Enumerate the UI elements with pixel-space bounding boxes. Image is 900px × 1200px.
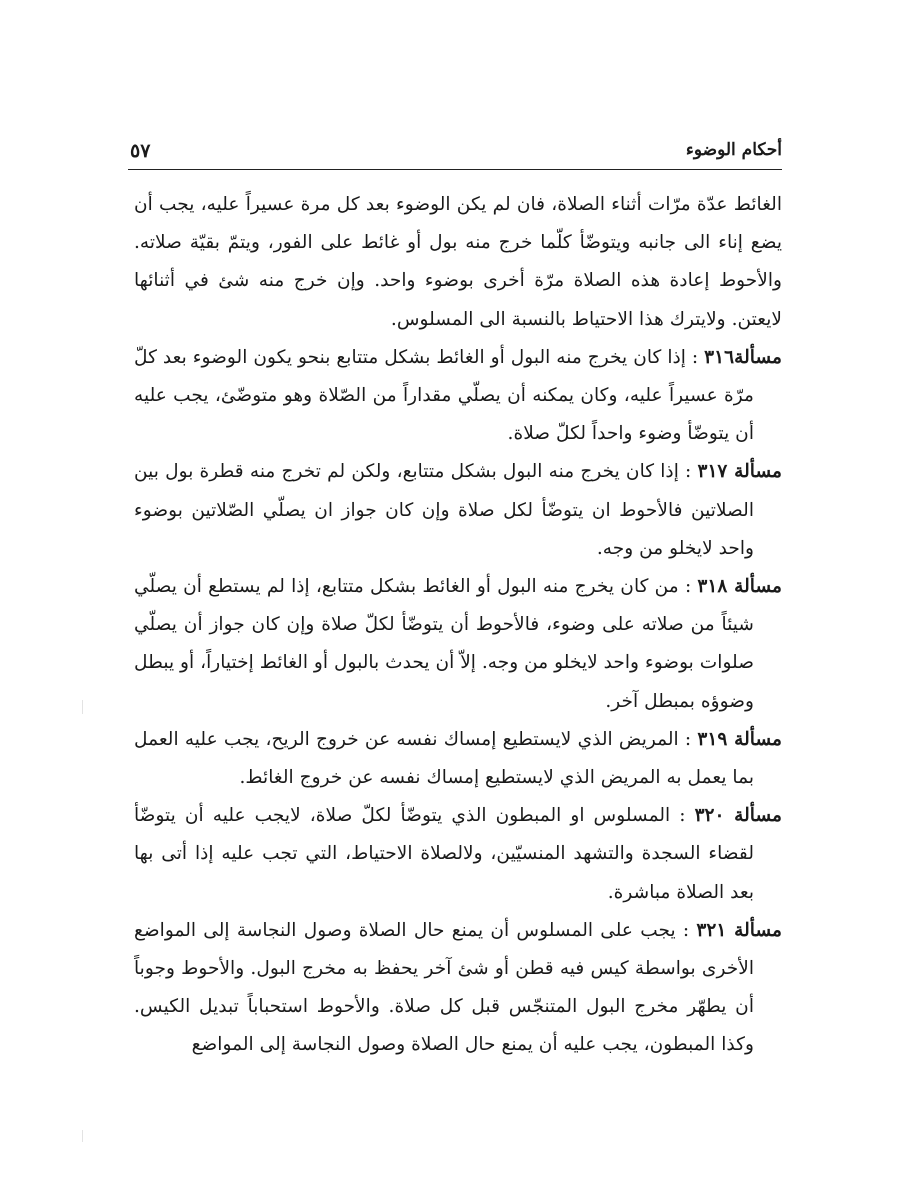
issue-text: : يجب على المسلوس أن يمنع حال الصلاة وصول النجاسة إلى المواضع الأخرى بواسطة كيس فيه قطن أو شئ آخر يحفظ به مخرج البول. والأحوط وجوباً أن يطهّر مخرج البول المتنجّس قبل كل صلاة. والأحوط استحباباً تبديل الكيس. وكذا المبطون، يجب عليه أن يمنع حال الصلاة وصول النجاسة إلى المواضع xyxy=(134,919,754,1056)
issue-text: : المسلوس او المبطون الذي يتوضّأ لكلّ صلاة، لايجب عليه أن يتوضّأ لقضاء السجدة والتشهد المنسيّين، ولالصلاة الاحتياط، التي تجب عليه إذا أتى بها بعد الصلاة مباشرة. xyxy=(134,805,754,903)
page-number: ٥٧ xyxy=(130,140,151,162)
issue-317 xyxy=(134,453,782,568)
issue-text: : إذا كان يخرج منه البول أو الغائط بشكل متتابع بنحو يكون الوضوء بعد كلّ مرّة عسيراً عليه، وكان يمكنه أن يصلّي مقداراً من الصّلاة وهو متوضّئ، يجب عليه أن يتوضّأ وضوء واحداً لكلّ صلاة. xyxy=(134,346,754,445)
header-rule xyxy=(128,169,782,170)
issue-text: : إذا كان يخرج منه البول بشكل متتابع، ولكن لم تخرج منه قطرة بول بين الصلاتين فالأحوط ان يتوضّأ لكل صلاة وإن كان جواز ان يصلّي الصّلاتين بوضوء واحد لايخلو من وجه. xyxy=(134,461,754,559)
issue-316 xyxy=(134,339,782,454)
issue-label: مسألة ٣٢٠ xyxy=(694,805,782,827)
issue-text: : المريض الذي لايستطيع إمساك نفسه عن خروج الريح، يجب عليه العمل بما يعمل به المريض الذي لايستطيع إمساك نفسه عن خروج الغائط. xyxy=(134,728,754,789)
scan-margin-mark xyxy=(82,1130,83,1142)
intro-paragraph: الغائط عدّة مرّات أثناء الصلاة، فان لم يكن الوضوء بعد كل مرة عسيراً عليه، يجب أن يضع إناء الى جانبه ويتوضّأ كلّما خرج منه بول أو غائط على الفور، ويتمّ بقيّة صلاته. والأحوط إعادة هذه الصلاة مرّة أخرى بوضوء واحد. وإن خرج منه شئ في أثنائها لايعتن. ولايترك هذا الاحتياط بالنسبة الى المسلوس. xyxy=(134,194,782,330)
issue-text: : من كان يخرج منه البول أو الغائط بشكل متتابع، إذا لم يستطع أن يصلّي شيئاً من صلاته على وضوء، فالأحوط أن يتوضّأ لكلّ صلاة وإن كان جواز أن يصلّي صلوات بوضوء واحد لايخلو من وجه. إلاّ أن يحدث بالبول أو الغائط إختياراً، أو يبطل وضوؤه بمبطل آخر. xyxy=(134,576,754,712)
issue-321 xyxy=(134,912,782,1065)
issue-319 xyxy=(134,721,782,797)
issue-label: مسألة٣١٦ xyxy=(704,346,782,368)
running-title: أحكام الوضوء xyxy=(685,140,782,160)
issue-318 xyxy=(134,568,782,721)
page-header xyxy=(128,138,782,170)
issue-label: مسألة ٣١٩ xyxy=(697,728,782,750)
scan-margin-mark xyxy=(82,700,83,714)
issue-label: مسألة ٣١٨ xyxy=(697,576,782,598)
issue-320 xyxy=(134,797,782,912)
issue-label: مسألة ٣٢١ xyxy=(696,919,782,941)
page-body xyxy=(134,186,782,1065)
issue-label: مسألة ٣١٧ xyxy=(697,461,782,483)
